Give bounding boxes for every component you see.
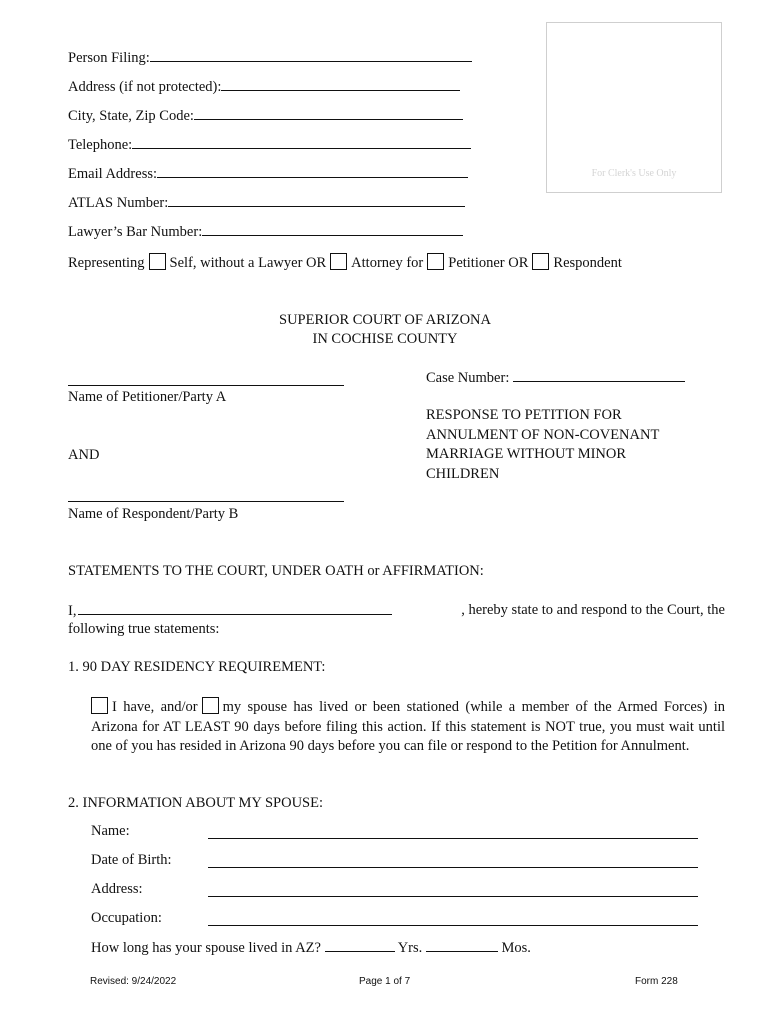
city-state-zip-label: City, State, Zip Code: [68,108,194,124]
form-title-line-4: CHILDREN [426,466,500,482]
email-field[interactable] [157,165,468,178]
section-1-text: my spouse has lived or been stationed (while a member of the Armed Forces) in Arizona for AT LEAST 90 days before filing this action. If this statement is NOT true, you must wait until one of you has resided in Arizona 90 days before you can file or respond to the Petition for Annulment. [91,699,725,754]
months-label: Mos. [501,940,531,956]
and-caption: AND [68,447,100,463]
petitioner-label: Petitioner OR [448,255,529,271]
intro-line-2: following true statements: [68,621,220,637]
telephone-row [68,136,471,154]
case-number-label: Case Number: [426,370,510,386]
years-label: Yrs. [397,940,423,956]
intro-prefix: I, [68,603,77,619]
person-filing-field[interactable] [150,49,472,62]
telephone-field[interactable] [132,136,471,149]
intro-suffix: , hereby state to and respond to the Court, the [461,602,725,618]
spouse-address-label: Address: [91,881,143,897]
petitioner-name-field[interactable] [68,385,344,386]
my-spouse-checkbox[interactable] [202,697,219,714]
respondent-label: Respondent [553,255,622,271]
declarant-name-field[interactable] [78,602,392,615]
representing-label: Representing [68,255,145,271]
footer-form-number: Form 228 [635,976,678,987]
attorney-label: Attorney for [351,255,424,271]
spouse-name-field[interactable] [208,837,698,839]
atlas-field[interactable] [168,194,465,207]
months-field[interactable] [426,939,498,952]
petitioner-caption: Name of Petitioner/Party A [68,389,227,405]
email-label: Email Address: [68,166,158,182]
spouse-name-label: Name: [91,823,130,839]
intro-line [68,602,725,620]
attorney-checkbox[interactable] [330,253,347,270]
atlas-row [68,194,465,212]
respondent-checkbox[interactable] [532,253,549,270]
spouse-occupation-field[interactable] [208,924,698,926]
representing-row [68,253,622,272]
email-row [68,165,468,183]
respondent-name-field[interactable] [68,501,344,502]
footer-revised: Revised: 9/24/2022 [90,976,177,987]
spouse-occupation-label: Occupation: [91,910,162,926]
footer-page-number: Page 1 of 7 [359,976,411,987]
spouse-residency-label: How long has your spouse lived in AZ? [91,940,321,956]
petitioner-checkbox[interactable] [427,253,444,270]
city-state-zip-field[interactable] [194,107,463,120]
spouse-residency-row [91,939,531,957]
years-field[interactable] [325,939,395,952]
form-title-line-2: ANNULMENT OF NON-COVENANT [426,427,660,443]
spouse-dob-field[interactable] [208,866,698,868]
form-title-line-3: MARRIAGE WITHOUT MINOR [426,446,627,462]
i-have-checkbox[interactable] [91,697,108,714]
telephone-label: Telephone: [68,137,133,153]
bar-number-row [68,223,463,241]
person-filing-row [68,49,472,67]
statements-heading: STATEMENTS TO THE COURT, UNDER OATH or AFFIRMATION: [68,563,484,579]
atlas-label: ATLAS Number: [68,195,169,211]
court-county: IN COCHISE COUNTY [312,331,458,347]
self-label: Self, without a Lawyer OR [169,255,327,271]
person-filing-label: Person Filing: [68,50,150,66]
court-name: SUPERIOR COURT OF ARIZONA [279,312,491,328]
spouse-dob-label: Date of Birth: [91,852,172,868]
bar-number-field[interactable] [202,223,463,236]
clerk-use-box [546,22,722,193]
clerk-use-label: For Clerk's Use Only [591,168,677,179]
bar-number-label: Lawyer’s Bar Number: [68,224,203,240]
case-number-field[interactable] [513,369,685,382]
respondent-caption: Name of Respondent/Party B [68,506,239,522]
case-number-row [426,369,685,387]
form-title-line-1: RESPONSE TO PETITION FOR [426,407,622,423]
section-1-paragraph [91,697,725,757]
spouse-address-field[interactable] [208,895,698,897]
address-row [68,78,460,96]
section-1-heading: 1. 90 DAY RESIDENCY REQUIREMENT: [68,659,326,675]
self-checkbox[interactable] [149,253,166,270]
i-have-label: I have, and/or [112,699,198,715]
city-state-zip-row [68,107,463,125]
address-field[interactable] [221,78,460,91]
section-2-heading: 2. INFORMATION ABOUT MY SPOUSE: [68,795,323,811]
address-label: Address (if not protected): [68,79,222,95]
